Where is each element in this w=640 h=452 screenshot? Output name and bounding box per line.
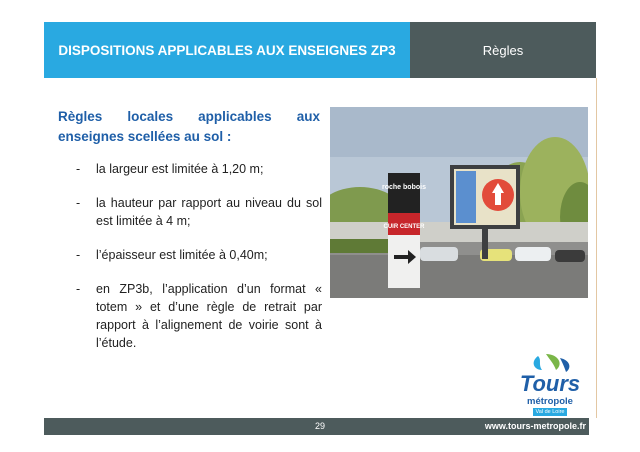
section-label: Règles [410,22,596,78]
list-item-text: l’épaisseur est limitée à 0,40m; [96,248,268,262]
sign-text-roche: roche bobois [382,184,426,191]
list-item [76,246,322,264]
slide-title: DISPOSITIONS APPLICABLES AUX ENSEIGNES ZP3 [44,22,410,78]
list-item-text: la largeur est limitée à 1,20 m; [96,162,264,176]
sign-photo [330,107,588,298]
logo-subtitle: métropole [527,396,573,407]
vertical-divider [596,78,597,418]
logo-tagline: Val de Loire [533,408,567,416]
list-item [76,160,322,178]
sign-photo-illustration [330,107,588,298]
list-item [76,194,322,230]
list-item-text: la hauteur par rapport au niveau du sol est limitée à 4 m; [96,196,322,228]
list-item-text: en ZP3b, l’application d’un format « totem » et d’une règle de retrait par rapport à l’alignement de voirie sont à l’étude. [96,282,322,350]
bullet-dash: - [76,248,81,262]
rules-subtitle: Règles locales applicables aux enseignes scellées au sol : [58,109,320,144]
rules-list [76,160,322,368]
sign-text-cuir: CUIR CENTER [383,224,425,230]
website-link[interactable]: www.tours-metropole.fr [484,421,586,431]
page-number: 29 [314,421,325,431]
bullet-dash: - [76,162,81,176]
bullet-dash: - [76,196,81,210]
bullet-dash: - [76,282,81,296]
list-item [76,280,322,352]
logo-wordmark: Tours [519,371,581,396]
